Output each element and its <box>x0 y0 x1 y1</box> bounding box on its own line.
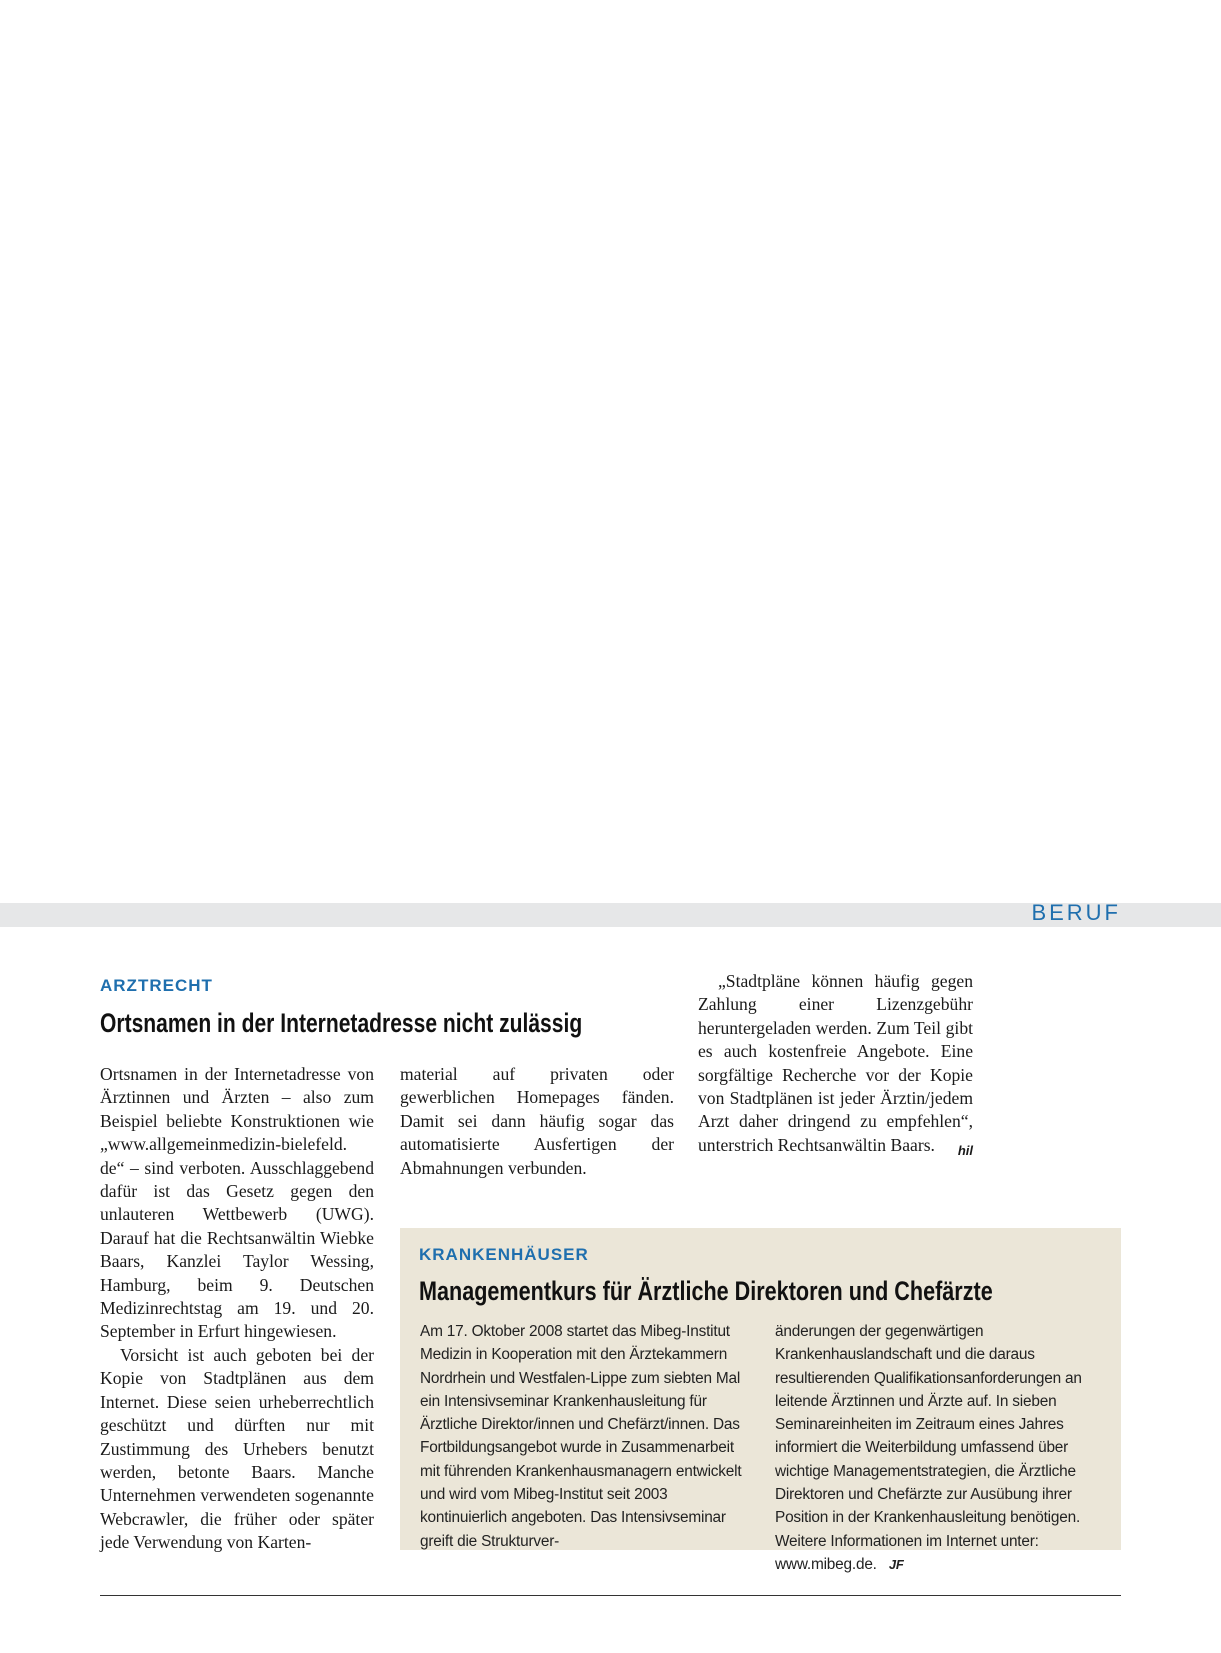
article2-column-2 <box>775 1320 1103 1576</box>
article1-paragraph-2: Vorsicht ist auch geboten bei der Kopie von Stadtplänen aus dem Internet. Diese seien urheberrechtlich geschützt und dürften nur mit Zustimmung des Urhebers benutzt werden, betonte Baars. Manche Unternehmen verwendeten sogenannte Webcrawler, die früher oder später jede Verwendung von Karten- <box>100 1344 374 1553</box>
article1-paragraph-1: Ortsnamen in der Internetadresse von Ärztinnen und Ärzten – also zum Beispiel beliebte Konstruktionen wie „www.allgemeinmedizin-bielefeld. de“ – sind verboten. Ausschlaggebend dafür ist das Gesetz gegen den unlauteren Wettbewerb (UWG). Darauf hat die Rechtsanwältin Wiebke Baars, Kanzlei Taylor Wessing, Hamburg, beim 9. Deutschen Medizinrechtstag am 19. und 20. September in Erfurt hingewiesen. <box>100 1064 374 1342</box>
article2-column-1 <box>420 1320 750 1553</box>
article2-headline: Managementkurs für Ärztliche Direktoren und Chefärzte <box>419 1276 993 1306</box>
article1-headline: Ortsnamen in der Internetadresse nicht zulässig <box>100 1008 583 1038</box>
article1-column-3 <box>698 970 973 1162</box>
article1-kicker: ARZTRECHT <box>100 976 213 995</box>
article2-box <box>400 1228 1121 1573</box>
article1-paragraph-3: material auf privaten oder gewerblichen Homepages fänden. Damit sei dann häufig sogar das automatisierte Ausfertigen der Abmahnungen verbunden. <box>400 1064 674 1178</box>
article2-paragraph-1: Am 17. Oktober 2008 startet das Mibeg-Institut Medizin in Kooperation mit den Ärztekammern Nordrhein und Westfalen-Lippe zum siebten Mal ein Intensivseminar Krankenhausleitung für Ärztliche Direktor/innen und Chefärzt/innen. Das Fortbildungsangebot wurde in Zusammenarbeit mit führenden Krankenhausmanagern entwickelt und wird vom Mibeg-Institut seit 2003 kontinuierlich angeboten. Das Intensivseminar greift die Strukturver- <box>420 1323 742 1550</box>
section-label: BERUF <box>1031 900 1121 925</box>
article2-paragraph-2 <box>775 1320 1103 1576</box>
bottom-rule <box>100 1595 1121 1596</box>
article1-paragraph-4 <box>698 970 973 1157</box>
article1-column-2 <box>400 1063 674 1180</box>
article2-paragraph-2-text: änderungen der gegenwärtigen Krankenhauslandschaft und die daraus resultierenden Qualifikationsanforderungen an leitende Ärztinnen und Ärzte auf. In sieben Seminareinheiten im Zeitraum eines Jahres informiert die Weiterbildung umfassend über wichtige Managementstrategien, die Ärztliche Direktoren und Chefärzte zur Ausübung ihrer Position in der Krankenhausleitung benötigen. Weitere Informationen im Internet unter: www.mibeg.de. <box>775 1323 1082 1573</box>
article2-signature: JF <box>888 1556 904 1572</box>
article1-quote-text: „Stadtpläne können häufig gegen Zahlung einer Lizenzgebühr heruntergeladen werden. Zum Teil gibt es auch kostenfreie Angebote. Eine sorgfältige Recherche vor der Kopie von Stadtplänen ist jeder Ärztin/jedem Arzt daher dringend zu empfehlen“, unterstrich Rechtsanwältin Baars. <box>698 971 973 1155</box>
article1-column-1 <box>100 1063 374 1555</box>
article1-signature: hil <box>957 1142 973 1158</box>
article2-kicker: KRANKENHÄUSER <box>419 1245 589 1264</box>
